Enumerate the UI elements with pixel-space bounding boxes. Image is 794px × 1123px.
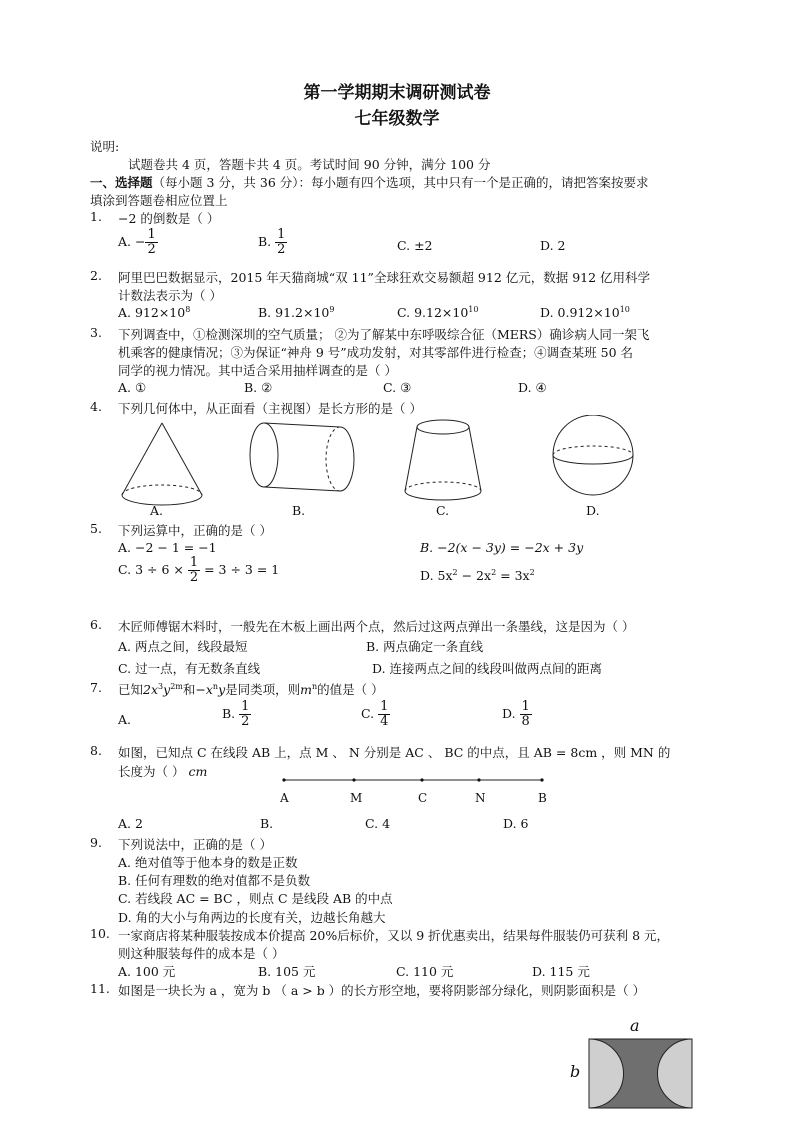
q7-stem (118, 680, 384, 698)
q6-option-c: C. 过一点，有无数条直线 (118, 661, 261, 676)
q10-number: 10. (90, 926, 110, 941)
q11-stem: 如图是一块长为 a ，宽为 b （ a > b ）的长方形空地，要将阴影部分绿化，则阴影面积是（ ） (118, 983, 646, 998)
q5-d-1: D. 5x (420, 568, 453, 584)
q7-term1-yexp: 2m (170, 681, 183, 691)
q1-stem: −2 的倒数是（ ） (118, 211, 220, 226)
q8-option-c: C. 4 (365, 816, 391, 831)
q8-option-d: D. 6 (503, 816, 529, 831)
q1-number: 1. (90, 209, 102, 224)
q5-stem: 下列运算中，正确的是（ ） (118, 523, 272, 538)
q7-d-label: D. (502, 706, 516, 721)
q10-option-b: B. 105 元 (258, 964, 316, 979)
q11-label-a: a (630, 1016, 640, 1035)
q1-a-fraction (145, 228, 157, 257)
q7-stem-b: 和 (182, 682, 196, 697)
exam-title: 第一学期期末调研测试卷 (303, 83, 491, 103)
q7-option-c (361, 700, 390, 729)
q2-option-a (118, 305, 190, 320)
q7-term2-exp: n (212, 681, 219, 691)
q7-term1-y: y (163, 682, 171, 697)
q7-option-d (502, 700, 532, 729)
q1-option-d: D. 2 (540, 238, 566, 253)
q7-term1: 2x (143, 682, 159, 697)
q9-option-a: A. 绝对值等于他本身的数是正数 (118, 855, 298, 870)
q2-number: 2. (90, 268, 102, 283)
q10-stem-2: 则这种服装每件的成本是（ ） (118, 946, 285, 961)
q4-option-a: A. (150, 503, 164, 518)
q1-option-c: C. ±2 (397, 238, 433, 253)
q1-b-label: B. (258, 234, 272, 249)
q7-stem-a: 已知 (118, 682, 144, 697)
q1-a-num: 1 (147, 227, 156, 242)
q10-option-a: A. 100 元 (118, 964, 176, 979)
q8-stem-2 (118, 762, 207, 780)
exam-subtitle: 七年级数学 (354, 109, 440, 129)
q9-number: 9. (90, 835, 102, 850)
q7-number: 7. (90, 680, 102, 695)
q4-option-c: C. (436, 503, 450, 518)
q5-c-den: 2 (189, 570, 199, 585)
q5-c-right: = 3 ÷ 3 = 1 (204, 562, 280, 577)
q3-option-b: B. ② (244, 380, 273, 395)
q7-term1-exp: 3 (158, 681, 164, 691)
q3-stem-2: 机乘客的健康情况；③为保证“神舟 9 号”成功发射，对其零部件进行检查；④调查某班 50 名 (118, 345, 634, 360)
q7-c-label: C. (361, 706, 375, 721)
q1-option-b (258, 228, 287, 257)
q3-option-c: C. ③ (383, 380, 412, 395)
q6-option-b: B. 两点确定一条直线 (366, 639, 484, 654)
q3-option-d: D. ④ (518, 380, 547, 395)
q8-stem: 如图，已知点 C 在线段 AB 上，点 M 、 N 分别是 AC 、 BC 的中点，且 AB = 8cm ，则 MN 的 (118, 745, 671, 760)
q5-c-left: C. 3 ÷ 6 × (118, 562, 184, 577)
q5-number: 5. (90, 521, 102, 536)
q8-stem-2-text: 长度为（ ） (118, 764, 185, 779)
q9-option-c: C. 若线段 AC = BC ，则点 C 是线段 AB 的中点 (118, 891, 393, 906)
section-info-2: 填涂到答题卷相应位置上 (90, 193, 228, 208)
q5-option-d (420, 568, 535, 583)
q8-option-a: A. 2 (118, 816, 143, 831)
q8-label-m: M (350, 791, 363, 805)
q6-option-d: D. 连接两点之间的线段叫做两点间的距离 (372, 661, 603, 676)
q7-c-den: 4 (380, 714, 389, 729)
q7-option-b (222, 700, 251, 729)
q4-option-d: D. (586, 503, 600, 518)
q7-term2: −x (195, 682, 213, 697)
q3-option-a: A. ① (118, 380, 147, 395)
q8-label-a: A (280, 791, 289, 805)
q2-c-text: C. 9.12×10 (397, 305, 469, 321)
q5-c-num: 1 (189, 555, 199, 570)
q8-point-m (352, 778, 355, 781)
q9-stem: 下列说法中，正确的是（ ） (118, 837, 272, 852)
q1-b-fraction (275, 228, 287, 257)
q7-d-num: 1 (521, 699, 530, 714)
cylinder-shape (250, 423, 354, 491)
section-info: （每小题 3 分，共 36 分）：每小题有四个选项，其中只有一个是正确的，请把答案按要求 (152, 175, 649, 190)
q2-option-b (258, 305, 334, 320)
q7-b-num: 1 (241, 699, 250, 714)
q10-option-c: C. 110 元 (396, 964, 454, 979)
q7-option-a: A. (118, 712, 132, 727)
q2-option-d (540, 305, 630, 320)
q1-a-label: A. (118, 234, 132, 249)
q5-option-c (118, 556, 279, 585)
q7-b-den: 2 (241, 714, 250, 729)
q10-option-d: D. 115 元 (532, 964, 590, 979)
q7-stem-d: 的值是（ ） (317, 682, 384, 697)
q2-stem-2: 计数法表示为（ ） (118, 288, 222, 303)
q1-a-den: 2 (147, 242, 156, 257)
q7-d-fraction (520, 700, 532, 729)
q5-option-b: B. −2(x − 3y) = −2x + 3y (420, 540, 584, 555)
q5-d-exp-1: 2 (452, 568, 458, 577)
q7-c-num: 1 (380, 699, 389, 714)
q11-rectangle-figure (588, 1038, 694, 1110)
q2-d-text: D. 0.912×10 (540, 305, 620, 321)
q7-b-label: B. (222, 706, 236, 721)
q8-point-a (282, 778, 285, 781)
q7-c-fraction (378, 700, 390, 729)
q6-option-a: A. 两点之间，线段最短 (118, 639, 248, 654)
q7-d-den: 8 (521, 714, 530, 729)
q7-term2-y: y (218, 682, 226, 697)
q7-b-fraction (239, 700, 251, 729)
q3-stem-3: 同学的视力情况。其中适合采用抽样调查的是（ ） (118, 363, 397, 378)
q4-stem: 下列几何体中，从正面看（主视图）是长方形的是（ ） (118, 401, 422, 416)
q5-c-fraction (188, 556, 200, 585)
q1-option-a (118, 228, 158, 257)
q1-b-den: 2 (277, 242, 286, 257)
q5-d-3: = 3x (496, 568, 530, 584)
q9-option-b: B. 任何有理数的绝对值都不是负数 (118, 873, 311, 888)
q8-point-n (477, 778, 480, 781)
q5-d-exp-2: 2 (491, 568, 497, 577)
q2-stem: 阿里巴巴数据显示，2015 年天猫商城“双 11”全球狂欢交易额超 912 亿元，数据 912 亿用科学 (118, 270, 651, 285)
q2-a-exp: 8 (185, 305, 191, 314)
q2-b-text: B. 91.2×10 (258, 305, 330, 321)
q7-stem-c: 是同类项，则 (225, 682, 301, 697)
q2-a-text: A. 912×10 (118, 305, 186, 321)
q5-d-exp-3: 2 (529, 568, 535, 577)
frustum-shape (405, 420, 481, 500)
q5-option-a: A. −2 − 1 = −1 (118, 540, 217, 555)
q8-number: 8. (90, 743, 102, 758)
q8-segment-figure (270, 772, 560, 808)
q10-stem: 一家商店将某种服装按成本价提高 20%后标价，又以 9 折优惠卖出，结果每件服装仍可获利 8 元， (118, 928, 670, 943)
q4-solids-figure (110, 415, 670, 510)
q2-option-c (397, 305, 478, 320)
cone-shape (122, 423, 202, 505)
q9-option-d: D. 角的大小与角两边的长度有关，边越长角越大 (118, 910, 386, 925)
q8-label-b: B (538, 791, 547, 805)
q4-number: 4. (90, 399, 102, 414)
q3-number: 3. (90, 325, 102, 340)
q1-b-num: 1 (277, 227, 286, 242)
q2-c-exp: 10 (468, 305, 479, 314)
q6-number: 6. (90, 617, 102, 632)
q1-a-sign: − (135, 234, 146, 249)
q8-option-b: B. (260, 816, 274, 831)
q2-d-exp: 10 (619, 305, 630, 314)
q2-b-exp: 9 (329, 305, 335, 314)
q11-label-b: b (570, 1062, 581, 1081)
q8-unit: cm (188, 764, 208, 779)
section-heading (90, 173, 649, 191)
q7-power-base: m (300, 682, 313, 697)
q8-point-b (540, 778, 543, 781)
q5-d-2: − 2x (457, 568, 492, 584)
q8-label-c: C (418, 791, 428, 805)
q11-number: 11. (90, 981, 110, 996)
q7-power-exp: n (312, 681, 318, 691)
notes-label: 说明: (90, 139, 120, 154)
q4-option-b: B. (292, 503, 306, 518)
q6-stem: 木匠师傅锯木料时，一般先在木板上画出两个点，然后过这两点弹出一条墨线，这是因为（ ） (118, 619, 635, 634)
q3-stem: 下列调查中，①检测深圳的空气质量； ②为了解某中东呼吸综合征（MERS）确诊病人同一架飞 (118, 327, 650, 342)
q8-point-c (420, 778, 423, 781)
sphere-shape (553, 415, 633, 495)
notes-line: 试题卷共 4 页，答题卡共 4 页。考试时间 90 分钟，满分 100 分 (128, 157, 491, 172)
q8-label-n: N (475, 791, 486, 805)
section-title: 一、选择题 (90, 175, 153, 190)
